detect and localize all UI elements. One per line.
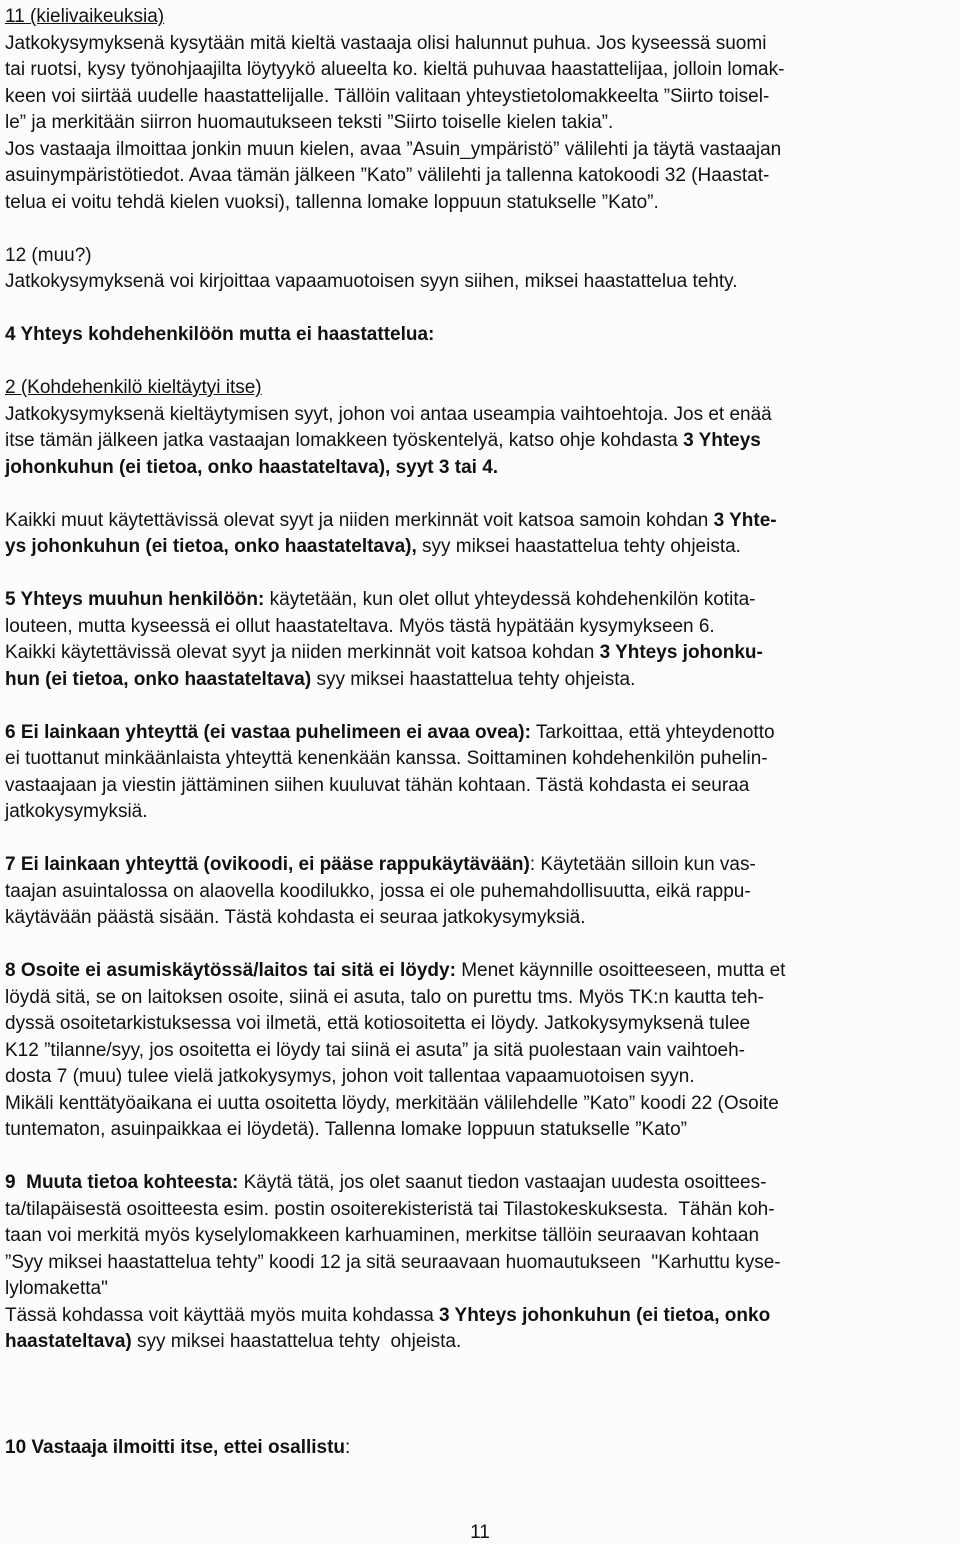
text-run: : Käytetään silloin kun vas- xyxy=(529,854,756,875)
text-run: keen voi siirtää uudelle haastattelijalle. Tällöin valitaan yhteystietolomakkeelta ”Siirto toisel- xyxy=(5,85,770,107)
text-line xyxy=(5,773,950,800)
text-run: Jatkokysymyksenä kieltäytymisen syyt, johon voi antaa useampia vaihtoehtoja. Jos et enää xyxy=(5,403,772,425)
bold-text-run: 4 Yhteys kohdehenkilöön mutta ei haastattelua: xyxy=(5,324,435,345)
text-run: dyssä osoitetarkistuksessa voi ilmetä, että kotiosoitetta ei löydy. Jatkokysymyksenä tulee xyxy=(5,1013,751,1034)
bold-text-run: haastateltava) xyxy=(5,1331,132,1352)
bold-text-run: hun (ei tietoa, onko haastateltava) xyxy=(5,668,312,690)
paragraph-spacer xyxy=(5,1356,950,1383)
text-run: syy miksei haastattelua tehty ohjeista. xyxy=(311,668,636,690)
text-run: telua ei voitu tehdä kielen vuoksi), tallenna lomake loppuun statukselle ”Kato”. xyxy=(5,191,659,213)
underlined-heading: 2 (Kohdehenkilö kieltäytyi itse) xyxy=(5,377,262,398)
text-line xyxy=(5,1276,950,1303)
text-line xyxy=(5,322,950,349)
text-run: Kaikki käytettävissä olevat syyt ja niiden merkinnät voit katsoa kohdan xyxy=(5,642,600,663)
text-line xyxy=(5,1064,950,1091)
text-run: le” ja merkitään siirron huomautukseen teksti ”Siirto toiselle kielen takia”. xyxy=(5,112,614,133)
text-run: ”Syy miksei haastattelua tehty” koodi 12 ja sitä seuraavaan huomautukseen "Karhuttu kyse- xyxy=(5,1251,781,1273)
paragraph xyxy=(5,958,950,1144)
text-run: Jatkokysymyksenä voi kirjoittaa vapaamuotoisen syyn siihen, miksei haastattelua tehty. xyxy=(5,271,738,292)
text-line xyxy=(5,905,950,932)
text-line xyxy=(5,269,950,296)
text-line xyxy=(5,1117,950,1144)
text-line xyxy=(5,958,950,985)
text-line xyxy=(5,508,950,535)
text-line xyxy=(5,799,950,826)
underlined-heading: 11 (kielivaikeuksia) xyxy=(5,6,165,27)
text-line xyxy=(5,402,950,429)
bold-text-run: 3 Yhteys johonku- xyxy=(599,642,763,663)
bold-text-run: 3 Yhte- xyxy=(713,509,777,531)
text-line xyxy=(5,1170,950,1197)
paragraph xyxy=(5,508,950,561)
text-run: Tässä kohdassa voit käyttää myös muita kohdassa xyxy=(5,1304,440,1326)
text-line xyxy=(5,243,950,270)
bold-text-run: 7 Ei lainkaan yhteyttä (ovikoodi, ei pääse rappukäytävään) xyxy=(5,854,530,875)
text-line xyxy=(5,640,950,667)
text-run: asuinympäristötiedot. Avaa tämän jälkeen ”Kato” välilehti ja tallenna katokoodi 32 (Haastat- xyxy=(5,165,770,186)
text-run: syy miksei haastattelua tehty ohjeista. xyxy=(416,536,741,557)
text-line xyxy=(5,428,950,455)
text-run: 12 (muu?) xyxy=(5,244,92,266)
text-line xyxy=(5,31,950,58)
bold-text-run: 8 Osoite ei asumiskäytössä/laitos tai sitä ei löydy: xyxy=(5,960,456,981)
text-run: Menet käynnille osoitteeseen, mutta et xyxy=(455,960,786,981)
paragraph xyxy=(5,322,950,349)
paragraph xyxy=(5,1170,950,1356)
bold-text-run: 10 Vastaaja ilmoitti itse, ettei osallistu xyxy=(5,1437,346,1458)
bold-text-run: 6 Ei lainkaan yhteyttä (ei vastaa puhelimeen ei avaa ovea): xyxy=(5,721,531,743)
paragraph-spacer xyxy=(5,1144,950,1171)
paragraph xyxy=(5,1435,950,1462)
paragraph-spacer xyxy=(5,481,950,508)
paragraph xyxy=(5,720,950,826)
text-line xyxy=(5,667,950,694)
text-run: syy miksei haastattelua tehty ohjeista. xyxy=(131,1331,462,1352)
paragraph-spacer xyxy=(5,561,950,588)
paragraph-spacer xyxy=(5,349,950,376)
bold-text-run: 3 Yhteys xyxy=(683,430,761,451)
text-line xyxy=(5,455,950,482)
text-line xyxy=(5,57,950,84)
bold-text-run: johonkuhun (ei tietoa, onko haastateltava), syyt 3 tai 4. xyxy=(5,456,499,478)
bold-text-run: 5 Yhteys muuhun henkilöön: xyxy=(5,589,265,610)
paragraph-spacer xyxy=(5,826,950,853)
text-run: itse tämän jälkeen jatka vastaajan lomakkeen työskentelyä, katso ohje kohdasta xyxy=(5,430,684,451)
bold-text-run: ys johonkuhun (ei tietoa, onko haastateltava), xyxy=(5,536,417,557)
paragraph xyxy=(5,852,950,932)
text-line xyxy=(5,587,950,614)
paragraph-spacer xyxy=(5,1409,950,1436)
text-run: vastaajaan ja viestin jättäminen siihen kuuluvat tähän kohtaan. Tästä kohdasta ei seuraa xyxy=(5,774,750,796)
text-run: Tarkoittaa, että yhteydenotto xyxy=(530,721,775,743)
text-line xyxy=(5,1011,950,1038)
text-line xyxy=(5,375,950,402)
text-line xyxy=(5,1250,950,1277)
text-run: löydä sitä, se on laitoksen osoite, siinä ei asuta, talo on purettu tms. Myös TK:n kautta teh- xyxy=(5,986,764,1008)
paragraph xyxy=(5,587,950,693)
text-line xyxy=(5,879,950,906)
text-line xyxy=(5,1223,950,1250)
paragraph xyxy=(5,375,950,481)
paragraph xyxy=(5,243,950,296)
text-line xyxy=(5,4,950,31)
text-line xyxy=(5,1197,950,1224)
text-run: taajan asuintalossa on alaovella koodilukko, jossa ei ole puhemahdollisuutta, eikä rappu- xyxy=(5,880,751,902)
text-line xyxy=(5,534,950,561)
text-run: Kaikki muut käytettävissä olevat syyt ja niiden merkinnät voit katsoa samoin kohdan xyxy=(5,509,714,531)
text-run: lylomaketta" xyxy=(5,1278,108,1299)
text-line xyxy=(5,190,950,217)
text-line xyxy=(5,614,950,641)
bold-text-run: 9 Muuta tietoa kohteesta: xyxy=(5,1172,239,1193)
text-line xyxy=(5,1303,950,1330)
text-run: käytävään päästä sisään. Tästä kohdasta ei seuraa jatkokysymyksiä. xyxy=(5,907,586,928)
text-line xyxy=(5,110,950,137)
text-line xyxy=(5,1038,950,1065)
paragraph-spacer xyxy=(5,932,950,959)
text-run: jatkokysymyksiä. xyxy=(5,801,148,822)
paragraph-spacer xyxy=(5,216,950,243)
paragraph-spacer xyxy=(5,296,950,323)
paragraph-spacer xyxy=(5,1382,950,1409)
text-line xyxy=(5,746,950,773)
text-line xyxy=(5,1329,950,1356)
text-line xyxy=(5,852,950,879)
text-run: Jatkokysymyksenä kysytään mitä kieltä vastaaja olisi halunnut puhua. Jos kyseessä suomi xyxy=(5,32,767,54)
paragraph-spacer xyxy=(5,693,950,720)
text-line xyxy=(5,163,950,190)
text-run: Käytä tätä, jos olet saanut tiedon vastaajan uudesta osoittees- xyxy=(238,1172,767,1193)
text-line xyxy=(5,84,950,111)
text-run: K12 ”tilanne/syy, jos osoitetta ei löydy tai siinä ei asuta” ja sitä puolestaan vain vaihtoeh- xyxy=(5,1039,746,1061)
text-line xyxy=(5,720,950,747)
text-line xyxy=(5,1435,950,1462)
bold-text-run: 3 Yhteys johonkuhun (ei tietoa, onko xyxy=(439,1304,771,1326)
text-run: dosta 7 (muu) tulee vielä jatkokysymys, johon voit tallentaa vapaamuotoisen syyn. xyxy=(5,1066,695,1087)
text-line xyxy=(5,985,950,1012)
text-run: Jos vastaaja ilmoittaa jonkin muun kielen, avaa ”Asuin_ympäristö” välilehti ja täytä vastaajan xyxy=(5,138,782,160)
text-line xyxy=(5,137,950,164)
text-run: käytetään, kun olet ollut yhteydessä kohdehenkilön kotita- xyxy=(264,589,756,610)
paragraph xyxy=(5,4,950,216)
text-run: louteen, mutta kyseessä ei ollut haastateltava. Myös tästä hypätään kysymykseen 6. xyxy=(5,615,715,637)
text-run: taan voi merkitä myös kyselylomakkeen karhuaminen, merkitse tällöin seuraavan kohtaan xyxy=(5,1225,760,1246)
text-run: tai ruotsi, kysy työnohjaajilta löytyykö alueelta ko. kieltä puhuvaa haastattelijaa, jolloin lomak- xyxy=(5,59,785,80)
text-line xyxy=(5,1091,950,1118)
text-run: tuntematon, asuinpaikkaa ei löydetä). Tallenna lomake loppuun statukselle ”Kato” xyxy=(5,1119,687,1140)
page-number: 11 xyxy=(470,1522,490,1543)
text-run: : xyxy=(345,1437,351,1458)
text-run: Mikäli kenttätyöaikana ei uutta osoitetta löydy, merkitään välilehdelle ”Kato” koodi 22 (Osoite xyxy=(5,1092,779,1114)
text-run: ei tuottanut minkäänlaista yhteyttä kenenkään kanssa. Soittaminen kohdehenkilön puhelin- xyxy=(5,748,768,769)
text-run: ta/tilapäisestä osoitteesta esim. postin osoiterekisteristä tai Tilastokeskuksesta. Tähän koh- xyxy=(5,1198,775,1220)
